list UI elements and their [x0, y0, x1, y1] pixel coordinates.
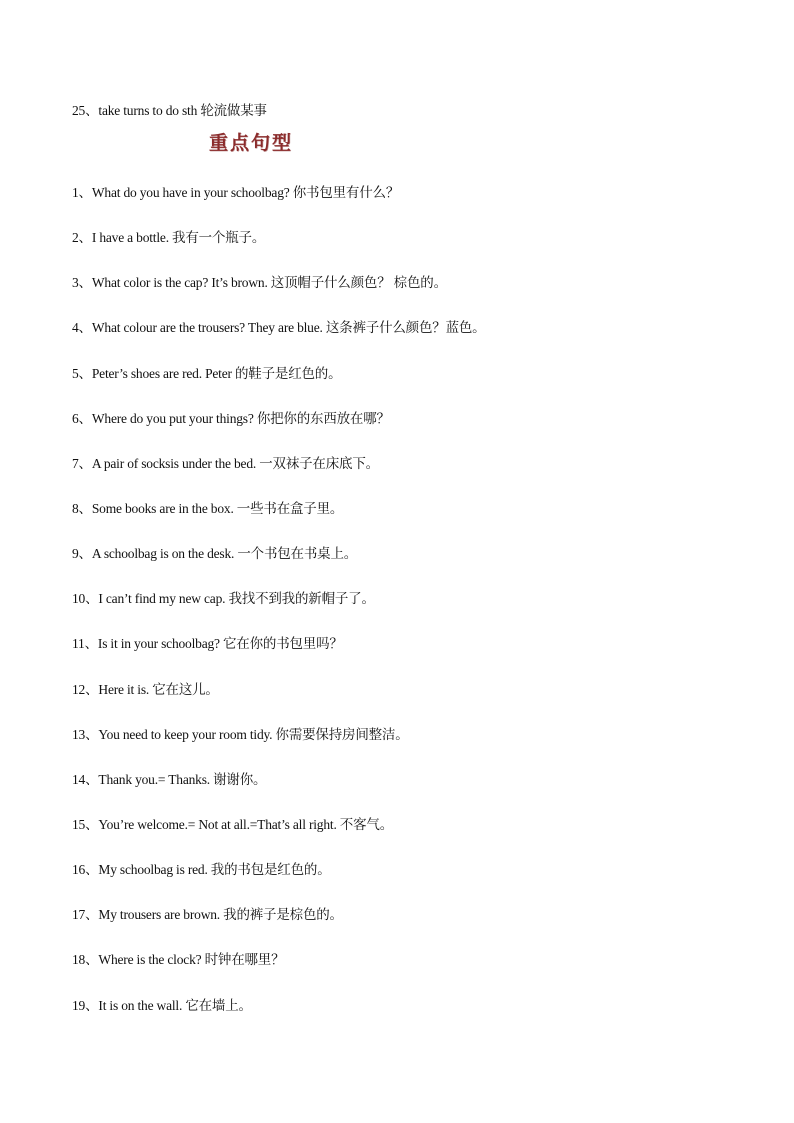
sentence-line: 12、Here it is. 它在这儿。: [72, 681, 219, 697]
sentence-line: 17、My trousers are brown. 我的裤子是棕色的。: [72, 907, 343, 923]
sentence-line: 1、What do you have in your schoolbag? 你书包里有什么？: [72, 185, 400, 200]
section-title: 重点句型: [209, 132, 294, 154]
sentence-line: 5、Peter’s shoes are red. Peter 的鞋子是红色的。: [72, 365, 342, 381]
sentence-line: 13、You need to keep your room tidy. 你需要保持房间整洁。: [72, 726, 409, 742]
sentence-line: 18、Where is the clock? 时钟在哪里？: [72, 952, 285, 968]
sentence-line: 19、It is on the wall. 它在墙上。: [72, 997, 252, 1013]
intro-line: 25、take turns to do sth 轮流做某事: [72, 103, 267, 118]
sentence-line: 8、Some books are in the box. 一些书在盒子里。: [72, 500, 344, 516]
sentence-line: 14、Thank you.= Thanks. 谢谢你。: [72, 771, 267, 787]
sentence-line: 15、You’re welcome.= Not at all.=That’s all right. 不客气。: [72, 816, 394, 832]
sentence-list: [0, 184, 794, 1042]
sentence-line: 2、I have a bottle. 我有一个瓶子。: [72, 230, 266, 246]
sentence-line: 7、A pair of socksis under the bed. 一双袜子在床底下。: [72, 455, 379, 471]
sentence-line: 6、Where do you put your things? 你把你的东西放在哪？: [72, 410, 390, 426]
sentence-line: 4、What colour are the trousers? They are blue. 这条裤子什么颜色？蓝色。: [72, 320, 486, 336]
sentence-line: 10、I can’t find my new cap. 我找不到我的新帽子了。: [72, 591, 375, 607]
sentence-line: 3、What color is the cap? It’s brown. 这顶帽子什么颜色？ 棕色的。: [72, 275, 447, 291]
sentence-line: 11、Is it in your schoolbag? 它在你的书包里吗？: [72, 636, 343, 652]
sentence-line: 9、A schoolbag is on the desk. 一个书包在书桌上。: [72, 546, 358, 562]
sentence-line: 16、My schoolbag is red. 我的书包是红色的。: [72, 862, 331, 878]
